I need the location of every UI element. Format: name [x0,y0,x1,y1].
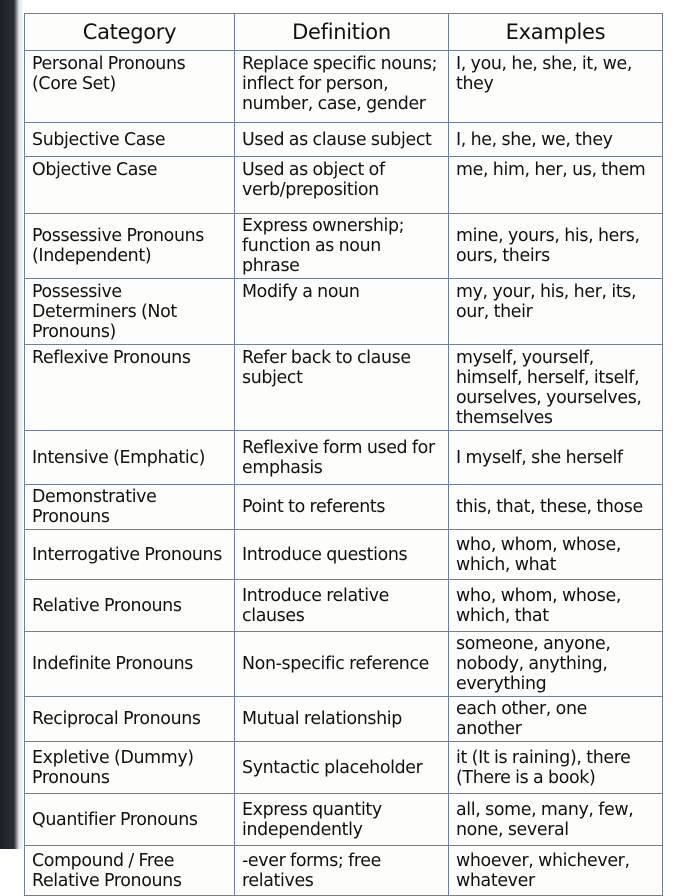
examples-cell: each other, one another [449,697,663,742]
table-row [25,214,663,279]
examples-cell: this, that, these, those [449,485,663,530]
examples-cell: mine, yours, his, hers, ours, theirs [449,214,663,279]
definition-cell: Used as clause subject [235,123,449,157]
table-row [25,157,663,214]
table-row [25,697,663,742]
category-cell: Reciprocal Pronouns [25,697,235,742]
category-cell: Subjective Case [25,123,235,157]
examples-cell: it (It is raining), there (There is a book) [449,742,663,794]
examples-cell: myself, yourself, himself, herself, itself, ourselves, yourselves, themselves [449,345,663,431]
table-row [25,530,663,580]
category-cell: Compound / Free Relative Pronouns [25,846,235,896]
table-row [25,632,663,697]
category-cell: Personal Pronouns (Core Set) [25,51,235,123]
examples-cell: whoever, whichever, whatever [449,846,663,896]
examples-cell: I myself, she herself [449,431,663,485]
definition-cell: Modify a noun [235,279,449,345]
category-cell: Objective Case [25,157,235,214]
category-cell: Reflexive Pronouns [25,345,235,431]
category-cell: Relative Pronouns [25,580,235,632]
table-row [25,580,663,632]
examples-cell: who, whom, whose, which, what [449,530,663,580]
definition-cell: Replace specific nouns; inflect for person, number, case, gender [235,51,449,123]
definition-cell: Express quantity independently [235,794,449,846]
category-cell: Expletive (Dummy) Pronouns [25,742,235,794]
category-cell: Quantifier Pronouns [25,794,235,846]
definition-cell: Non-specific reference [235,632,449,697]
examples-cell: who, whom, whose, which, that [449,580,663,632]
table-row [25,279,663,345]
examples-cell: I, you, he, she, it, we, they [449,51,663,123]
definition-cell: Reflexive form used for emphasis [235,431,449,485]
table-row [25,51,663,123]
category-cell: Possessive Determiners (Not Pronouns) [25,279,235,345]
table-row [25,431,663,485]
header-examples: Examples [449,14,663,51]
definition-cell: Express ownership; function as noun phrase [235,214,449,279]
examples-cell: all, some, many, few, none, several [449,794,663,846]
definition-cell: Used as object of verb/preposition [235,157,449,214]
table-row [25,846,663,896]
definition-cell: Introduce questions [235,530,449,580]
definition-cell: Point to referents [235,485,449,530]
table-row [25,345,663,431]
header-category: Category [25,14,235,51]
table-row [25,123,663,157]
category-cell: Intensive (Emphatic) [25,431,235,485]
definition-cell: Introduce relative clauses [235,580,449,632]
examples-cell: I, he, she, we, they [449,123,663,157]
category-cell: Demonstrative Pronouns [25,485,235,530]
pronoun-table [24,13,663,896]
definition-cell: Refer back to clause subject [235,345,449,431]
category-cell: Interrogative Pronouns [25,530,235,580]
table-row [25,742,663,794]
table-body [25,51,663,896]
header-definition: Definition [235,14,449,51]
definition-cell: Syntactic placeholder [235,742,449,794]
category-cell: Indefinite Pronouns [25,632,235,697]
table-row [25,794,663,846]
definition-cell: -ever forms; free relatives [235,846,449,896]
examples-cell: me, him, her, us, them [449,157,663,214]
examples-cell: someone, anyone, nobody, anything, everything [449,632,663,697]
header-row [25,14,663,51]
examples-cell: my, your, his, her, its, our, their [449,279,663,345]
table-header [25,14,663,51]
definition-cell: Mutual relationship [235,697,449,742]
table-row [25,485,663,530]
category-cell: Possessive Pronouns (Independent) [25,214,235,279]
